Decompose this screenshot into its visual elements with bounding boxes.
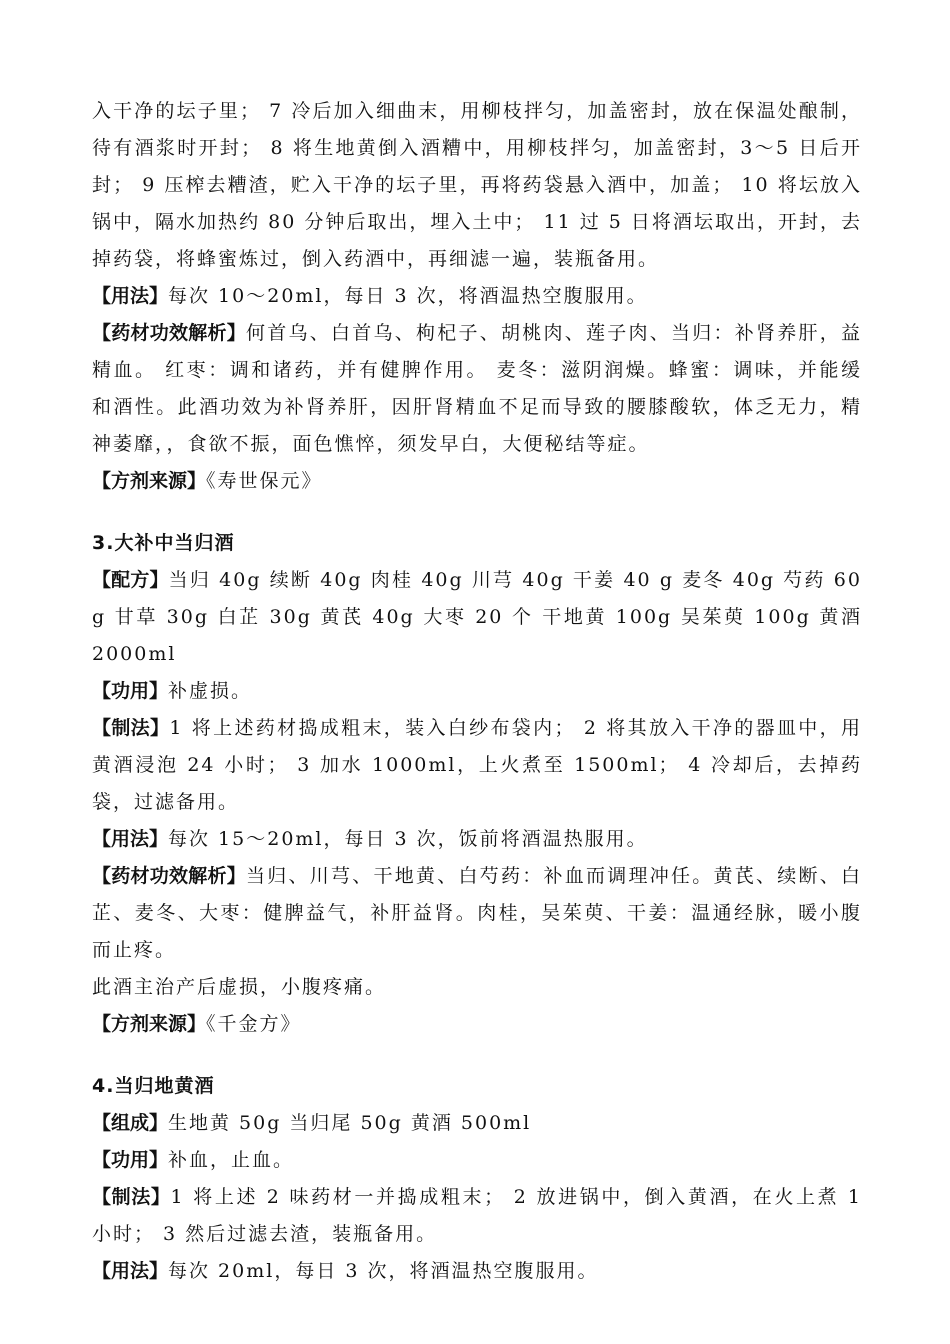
usage-label: 【用法】 bbox=[92, 828, 169, 850]
method-label: 【制法】 bbox=[92, 717, 170, 739]
note-text: 此酒主治产后虚损，小腹疼痛。 bbox=[92, 976, 387, 998]
source-label: 【方剂来源】 bbox=[92, 470, 207, 492]
effect-text: 补血，止血。 bbox=[168, 1149, 295, 1171]
formula-paragraph bbox=[92, 562, 862, 673]
effect-label: 【功用】 bbox=[92, 680, 169, 702]
source-text: 《千金方》 bbox=[206, 1013, 302, 1035]
section-spacer bbox=[92, 1043, 862, 1068]
composition-label: 【组成】 bbox=[92, 1112, 169, 1134]
usage-paragraph bbox=[92, 278, 862, 315]
method-paragraph bbox=[92, 710, 862, 821]
analysis-text: 何首乌、白首乌、枸杞子、胡桃肉、莲子肉、当归：补肾养肝，益精血。 红枣：调和诸药，并有健脾作用。 麦冬：滋阴润燥。蜂蜜：调味，并能缓和酒性。此酒功效为补肾养肝，因肝肾精血不足而导致的腰膝酸软，体乏无力，精神萎靡，，食欲不振，面色憔悴，须发早白，大便秘结等症。 bbox=[92, 322, 862, 455]
usage-text: 每次 20ml，每日 3 次，将酒温热空腹服用。 bbox=[168, 1260, 599, 1282]
page-content bbox=[92, 93, 862, 1290]
effect-label: 【功用】 bbox=[92, 1149, 169, 1171]
method-paragraph bbox=[92, 1179, 862, 1253]
effect-paragraph bbox=[92, 1142, 862, 1179]
source-paragraph bbox=[92, 463, 862, 500]
source-paragraph bbox=[92, 1006, 862, 1043]
analysis-label: 【药材功效解析】 bbox=[92, 865, 246, 887]
analysis-paragraph bbox=[92, 858, 862, 969]
formula-label: 【配方】 bbox=[92, 569, 169, 591]
usage-paragraph bbox=[92, 821, 862, 858]
formula-text: 当归 40g 续断 40g 肉桂 40g 川芎 40g 干姜 40 g 麦冬 40g 芍药 60g 甘草 30g 白芷 30g 黄芪 40g 大枣 20 个 干地黄 100g 吴茱萸 100g 黄酒 2000ml bbox=[92, 569, 862, 665]
effect-paragraph bbox=[92, 673, 862, 710]
method-text: 1 将上述 2 味药材一并捣成粗末； 2 放进锅中，倒入黄酒，在火上煮 1 小时； 3 然后过滤去渣，装瓶备用。 bbox=[92, 1186, 862, 1245]
usage-paragraph bbox=[92, 1253, 862, 1290]
section-spacer bbox=[92, 500, 862, 525]
composition-text: 生地黄 50g 当归尾 50g 黄酒 500ml bbox=[168, 1112, 532, 1134]
note-paragraph bbox=[92, 969, 862, 1006]
section-3-title: 3.大补中当归酒 bbox=[92, 532, 235, 554]
analysis-label: 【药材功效解析】 bbox=[92, 322, 246, 344]
source-text: 《寿世保元》 bbox=[206, 470, 323, 492]
usage-label: 【用法】 bbox=[92, 1260, 169, 1282]
method-continued-paragraph bbox=[92, 93, 862, 278]
method-continued-text: 入干净的坛子里； 7 冷后加入细曲末，用柳枝拌匀，加盖密封，放在保温处酿制，待有酒浆时开封； 8 将生地黄倒入酒糟中，用柳枝拌匀，加盖密封，3～5 日后开封； 9 压榨去糟渣，贮入干净的坛子里，再将药袋悬入酒中，加盖； 10 将坛放入锅中，隔水加热约 80 分钟后取出，埋入土中； 11 过 5 日将酒坛取出，开封，去掉药袋，将蜂蜜炼过，倒入药酒中，再细滤一遍，装瓶备用。 bbox=[92, 100, 862, 270]
source-label: 【方剂来源】 bbox=[92, 1013, 207, 1035]
analysis-text: 当归、川芎、干地黄、白芍药：补血而调理冲任。黄芪、续断、白芷、麦冬、大枣：健脾益气，补肝益肾。肉桂，吴茱萸、干姜：温通经脉，暖小腹而止疼。 bbox=[92, 865, 862, 961]
method-text: 1 将上述药材捣成粗末，装入白纱布袋内； 2 将其放入干净的器皿中，用黄酒浸泡 24 小时； 3 加水 1000ml，上火煮至 1500ml； 4 冷却后，去掉药袋，过滤备用。 bbox=[92, 717, 862, 813]
composition-paragraph bbox=[92, 1105, 862, 1142]
section-4-title: 4.当归地黄酒 bbox=[92, 1075, 215, 1097]
analysis-paragraph bbox=[92, 315, 862, 463]
method-label: 【制法】 bbox=[92, 1186, 171, 1208]
usage-text: 每次 10～20ml，每日 3 次，将酒温热空腹服用。 bbox=[168, 285, 648, 307]
effect-text: 补虚损。 bbox=[168, 680, 253, 702]
usage-text: 每次 15～20ml，每日 3 次，饭前将酒温热服用。 bbox=[168, 828, 648, 850]
usage-label: 【用法】 bbox=[92, 285, 169, 307]
